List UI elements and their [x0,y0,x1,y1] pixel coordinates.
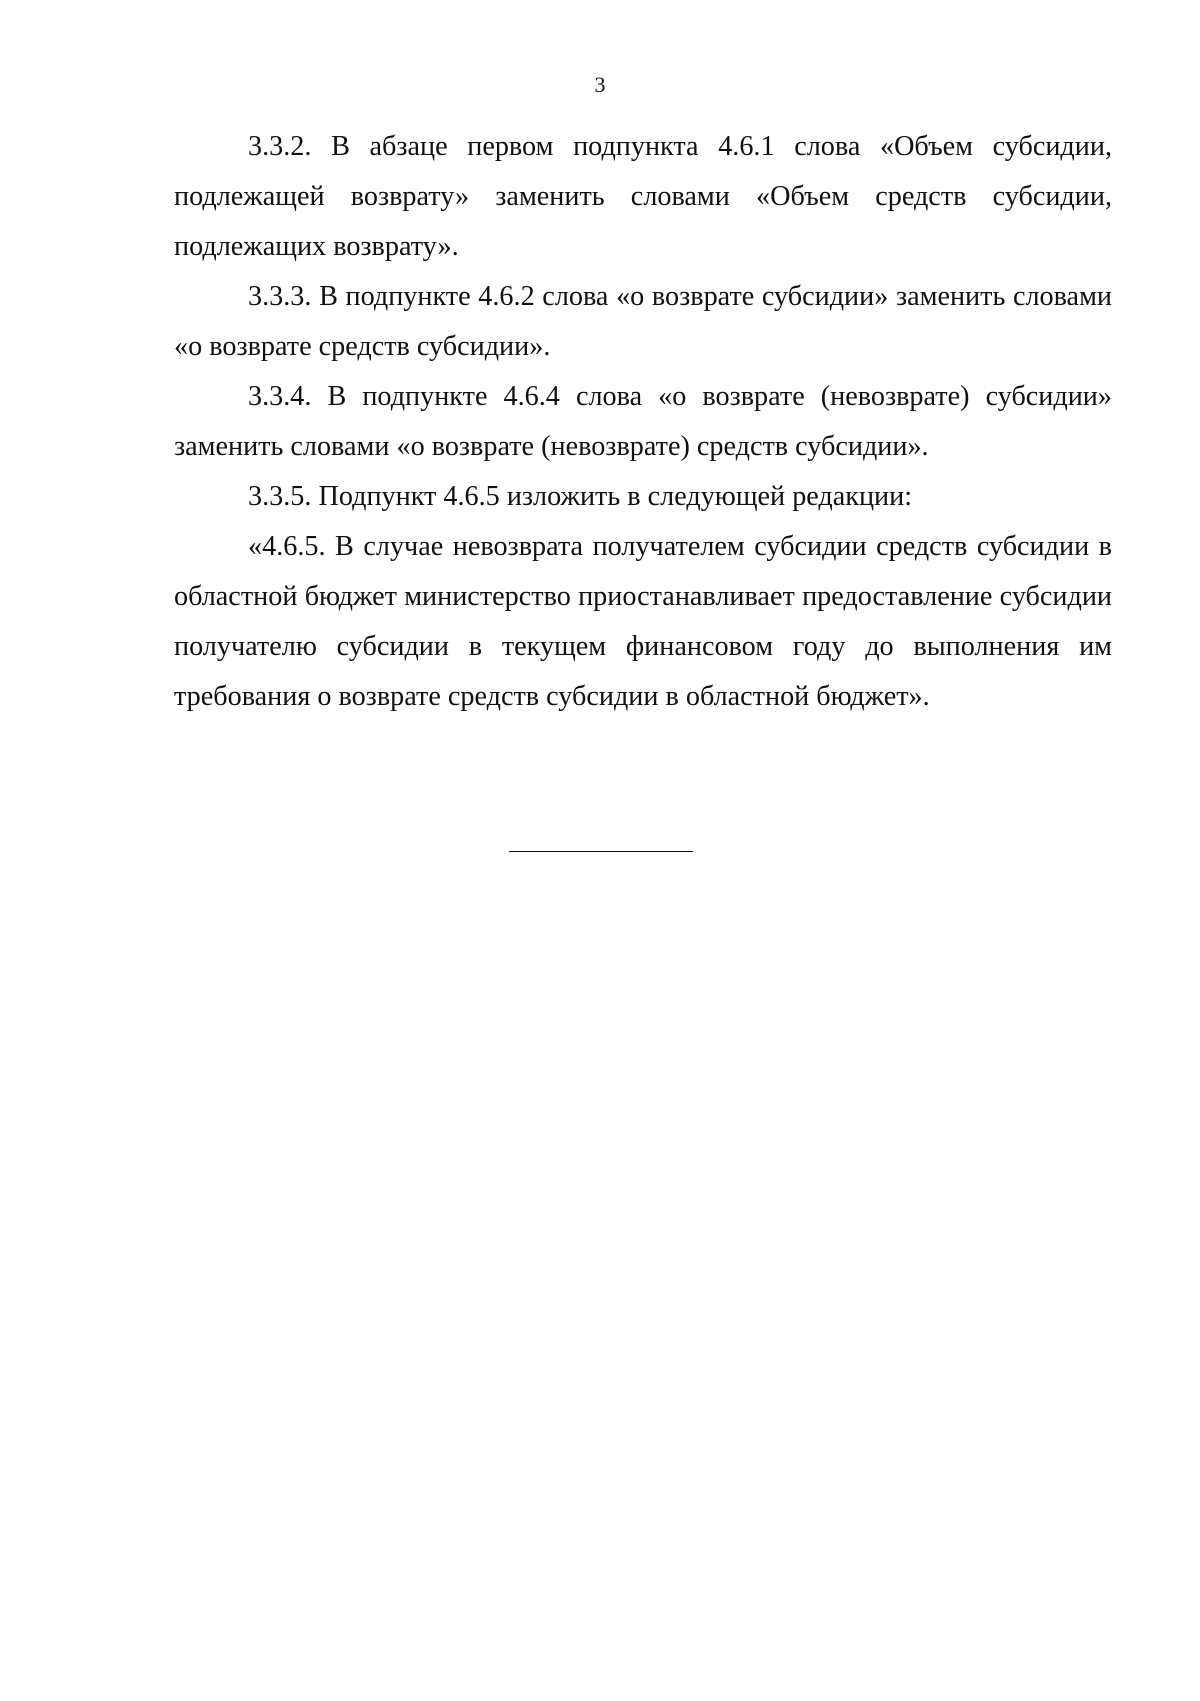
end-of-document-rule [509,851,693,852]
paragraph-3-3-3: 3.3.3. В подпункте 4.6.2 слова «о возврате субсидии» заменить словами «о возврате средств субсидии». [174,281,1112,362]
paragraph-3-3-5: 3.3.5. Подпункт 4.6.5 изложить в следующей редакции: [248,481,913,512]
paragraph-3-3-2: 3.3.2. В абзаце первом подпункта 4.6.1 слова «Объем субсидии, подлежащей возврату» заменить словами «Объем средств субсидии, подлежащих возврату». [174,131,1112,262]
page-number: 3 [594,72,606,97]
paragraph-3-3-4: 3.3.4. В подпункте 4.6.4 слова «о возврате (невозврате) субсидии» заменить словами «о возврате (невозврате) средств субсидии». [174,381,1112,462]
document-body [174,122,1112,722]
paragraph-4-6-5-quote: «4.6.5. В случае невозврата получателем субсидии средств субсидии в областной бюджет министерство приостанавливает предоставление субсидии получателю субсидии в текущем финансовом году до выполнения им требования о возврате средств субсидии в областной бюджет». [174,531,1112,712]
